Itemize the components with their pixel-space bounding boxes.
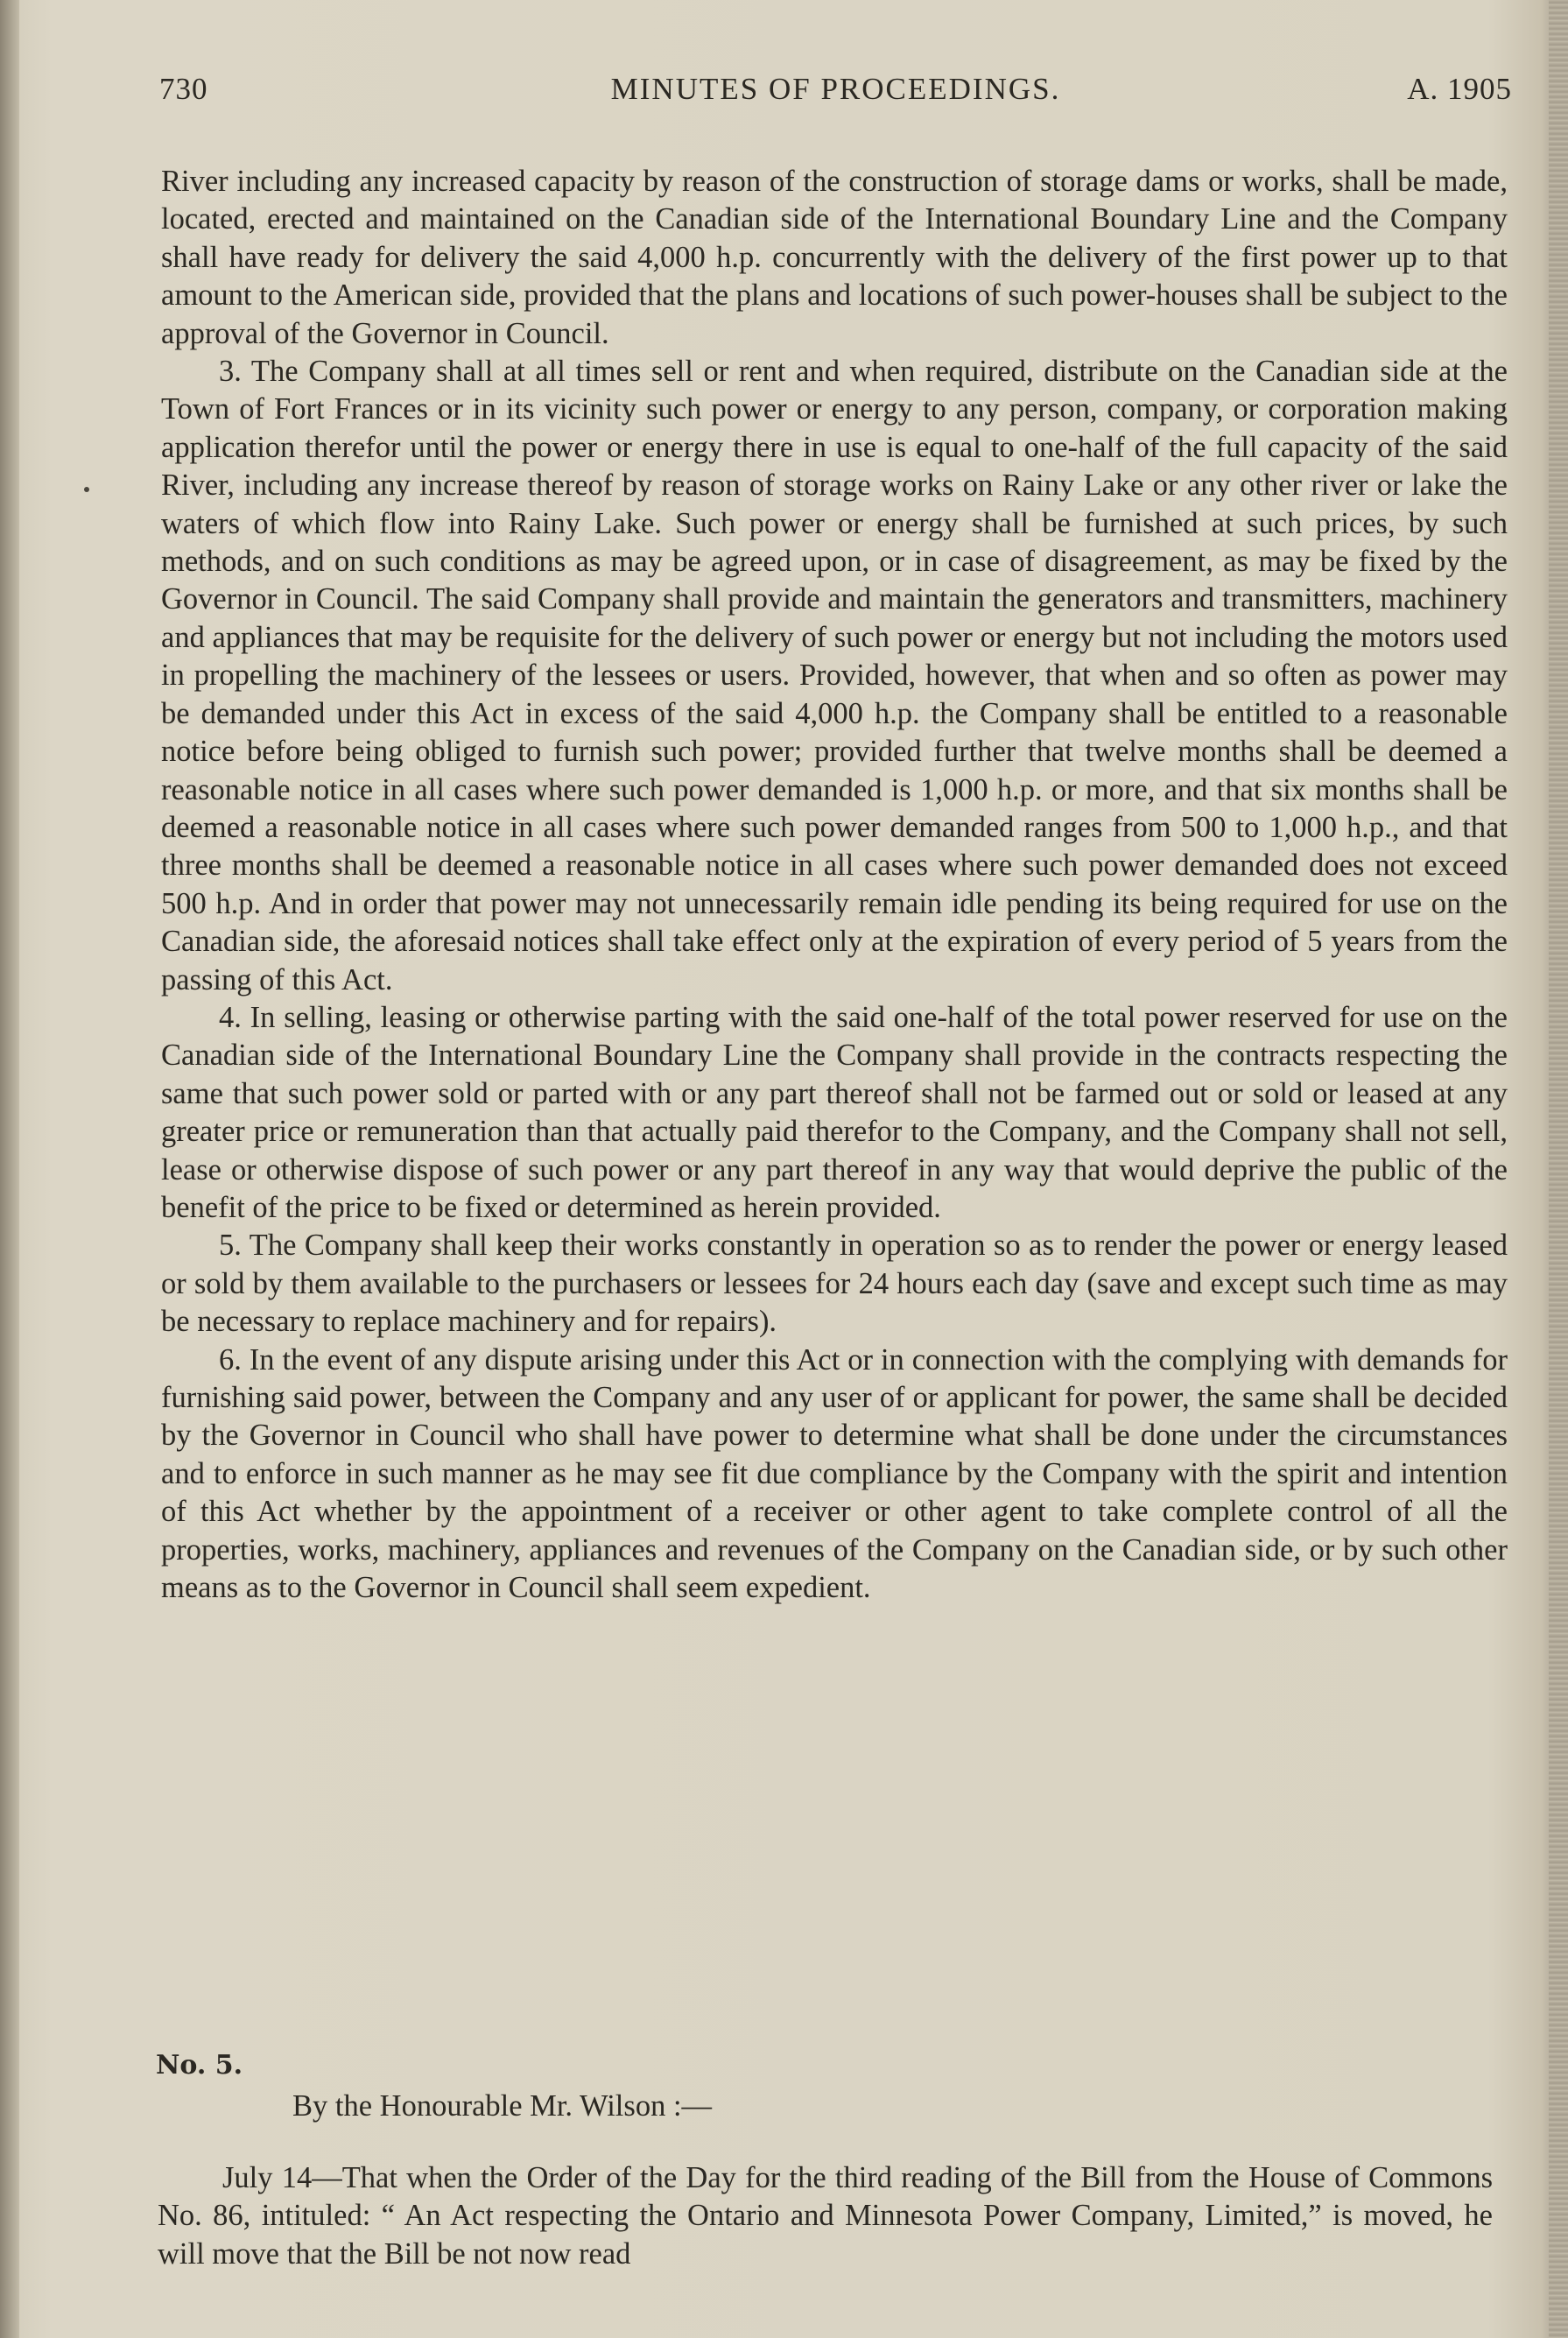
notice-paragraph: July 14—That when the Order of the Day for the third reading of the Bill from the House of Commons No. 86, intituled: “ An Act respecting the Ontario and Minnesota Power Company, Limited,” is moved, he will move that the Bill be not now read xyxy=(158,2161,1493,2271)
paragraph-continuation: River including any increased capacity by reason of the construction of storage dams or works, shall be made, located, erected and maintained on the Canadian side of the International Boundary Line and the Company shall have ready for delivery the said 4,000 h.p. concurrently with the delivery of the first power up to that amount to the American side, provided that the plans and locations of such power-houses shall be subject to the approval of the Governor in Council. xyxy=(161,165,1508,350)
header-title: MINUTES OF PROCEEDINGS. xyxy=(610,72,1061,106)
paragraph-3: 3. The Company shall at all times sell or rent and when required, distribute on the Canadian side at the Town of Fort Frances or in its vicinity such power or energy to any person, company, or corporation making application therefor until the power or energy there in use is equal to one-half of the full capacity of the said River, including any increase thereof by reason of storage works on Rainy Lake or any other river or lake the waters of which flow into Rainy Lake. Such power or energy shall be furnished at such prices, by such methods, and on such conditions as may be agreed upon, or in case of disagreement, as may be fixed by the Governor in Council. The said Company shall provide and maintain the generators and transmitters, machinery and appliances that may be requisite for the delivery of such power or energy but not including the motors used in propelling the machinery of the lessees or users. Provided, however, that when and so often as power may be demanded under this Act in excess of the said 4,000 h.p. the Company shall be entitled to a reasonable notice before being obliged to furnish such power; provided further that twelve months shall be deemed a reasonable notice in all cases where such power demanded is 1,000 h.p. or more, and that six months shall be deemed a reasonable notice in all cases where such power demanded ranges from 500 to 1,000 h.p., and that three months shall be deemed a reasonable notice in all cases where such power demanded does not exceed 500 h.p. And in order that power may not unnecessarily remain idle pending its being required for use on the Canadian side, the aforesaid notices shall take effect only at the expiration of every period of 5 years from the passing of this Act. xyxy=(161,355,1508,996)
section-number: No. 5. xyxy=(156,2050,243,2081)
body-text xyxy=(161,163,1508,1607)
mover-line: By the Honourable Mr. Wilson :— xyxy=(292,2089,713,2123)
paragraph-5: 5. The Company shall keep their works constantly in operation so as to render the power or energy leased or sold by them available to the purchasers or lessees for 24 hours each day (save and except such time as may be necessary to replace machinery and for repairs). xyxy=(161,1229,1508,1339)
notice-text xyxy=(158,2159,1493,2273)
running-header xyxy=(159,72,1512,116)
paragraph-4: 4. In selling, leasing or otherwise parting with the said one-half of the total power reserved for use on the Canadian side of the International Boundary Line the Company shall provide in the contracts respecting the same that such power sold or parted with or any part thereof shall not be farmed out or sold or leased at any greater price or remuneration than that actually paid therefor to the Company, and the Company shall not sell, lease or otherwise dispose of such power or any part thereof in any way that would deprive the public of the benefit of the price to be fixed or determined as herein provided. xyxy=(161,1000,1508,1224)
page-number: 730 xyxy=(159,72,208,106)
paragraph-6: 6. In the event of any dispute arising under this Act or in connection with the complying with demands for furnishing said power, between the Company and any user of or applicant for power, the same shall be decided by the Governor in Council who shall have power to determine what shall be done under the circumstances and to enforce in such manner as he may see fit due compliance by the Company with the spirit and intention of this Act whether by the appointment of a receiver or other agent to take complete control of all the properties, works, machinery, appliances and revenues of the Company on the Canadian side, or by such other means as to the Governor in Council shall seem expedient. xyxy=(161,1342,1508,1605)
book-gutter xyxy=(0,0,19,2338)
page-edge xyxy=(1549,0,1568,2338)
margin-mark xyxy=(84,487,89,492)
header-year: A. 1905 xyxy=(1407,72,1512,106)
